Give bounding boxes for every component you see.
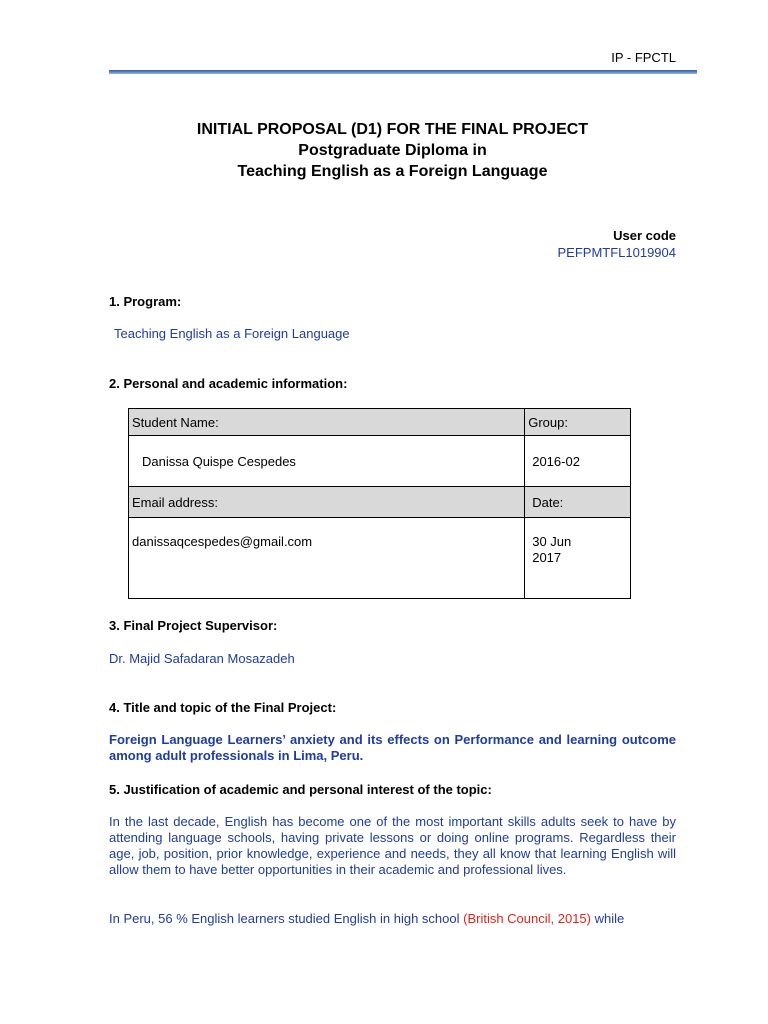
title-line-1: INITIAL PROPOSAL (D1) FOR THE FINAL PROJECT xyxy=(196,121,589,138)
paragraph-2-end: while xyxy=(591,911,625,926)
student-name-value: Danissa Quispe Cespedes xyxy=(129,436,525,487)
document-title xyxy=(109,119,676,182)
personal-info-table xyxy=(128,408,631,599)
table-row xyxy=(129,518,631,599)
title-line-3: Teaching English as a Foreign Language xyxy=(237,163,548,180)
user-code-value: PEFPMTFL1019904 xyxy=(557,245,676,260)
student-name-label: Student Name: xyxy=(129,409,525,436)
justification-paragraph-2 xyxy=(109,911,676,927)
user-code-label: User code xyxy=(613,228,676,243)
citation: (British Council, 2015) xyxy=(463,911,591,926)
title-line-2: Postgraduate Diploma in xyxy=(298,142,487,159)
justification-heading: 5. Justification of academic and personal interest of the topic: xyxy=(109,782,492,797)
group-value: 2016-02 xyxy=(525,436,631,487)
date-value-line-1: 30 Jun xyxy=(532,534,572,549)
email-value: danissaqcespedes@gmail.com xyxy=(129,518,525,599)
group-label: Group: xyxy=(525,409,631,436)
personal-info-heading: 2. Personal and academic information: xyxy=(109,376,348,391)
title-topic-heading: 4. Title and topic of the Final Project: xyxy=(109,700,337,715)
supervisor-heading: 3. Final Project Supervisor: xyxy=(109,618,278,633)
table-row xyxy=(129,487,631,518)
supervisor-value: Dr. Majid Safadaran Mosazadeh xyxy=(109,651,295,666)
header-rule xyxy=(109,70,697,74)
date-value-line-2: 2017 xyxy=(532,550,562,565)
program-heading: 1. Program: xyxy=(109,294,182,309)
email-label: Email address: xyxy=(129,487,525,518)
title-topic-value: Foreign Language Learners’ anxiety and its effects on Performance and learning outcome among adult professionals in Lima, Peru. xyxy=(109,732,676,763)
table-row xyxy=(129,409,631,436)
justification-paragraph-1: In the last decade, English has become one of the most important skills adults seek to have by attending language schools, having private lessons or doing online programs. Regardless their age, job, position, prior knowledge, experience and needs, they all know that learning English will allow them to have better opportunities in their academic and professional lives. xyxy=(109,814,676,877)
header-code: IP - FPCTL xyxy=(611,50,676,65)
date-label: Date: xyxy=(525,487,631,518)
paragraph-2-start: In Peru, 56 % English learners studied English in high school xyxy=(109,911,464,926)
date-value xyxy=(525,518,631,599)
program-value: Teaching English as a Foreign Language xyxy=(114,326,350,341)
table-row xyxy=(129,436,631,487)
